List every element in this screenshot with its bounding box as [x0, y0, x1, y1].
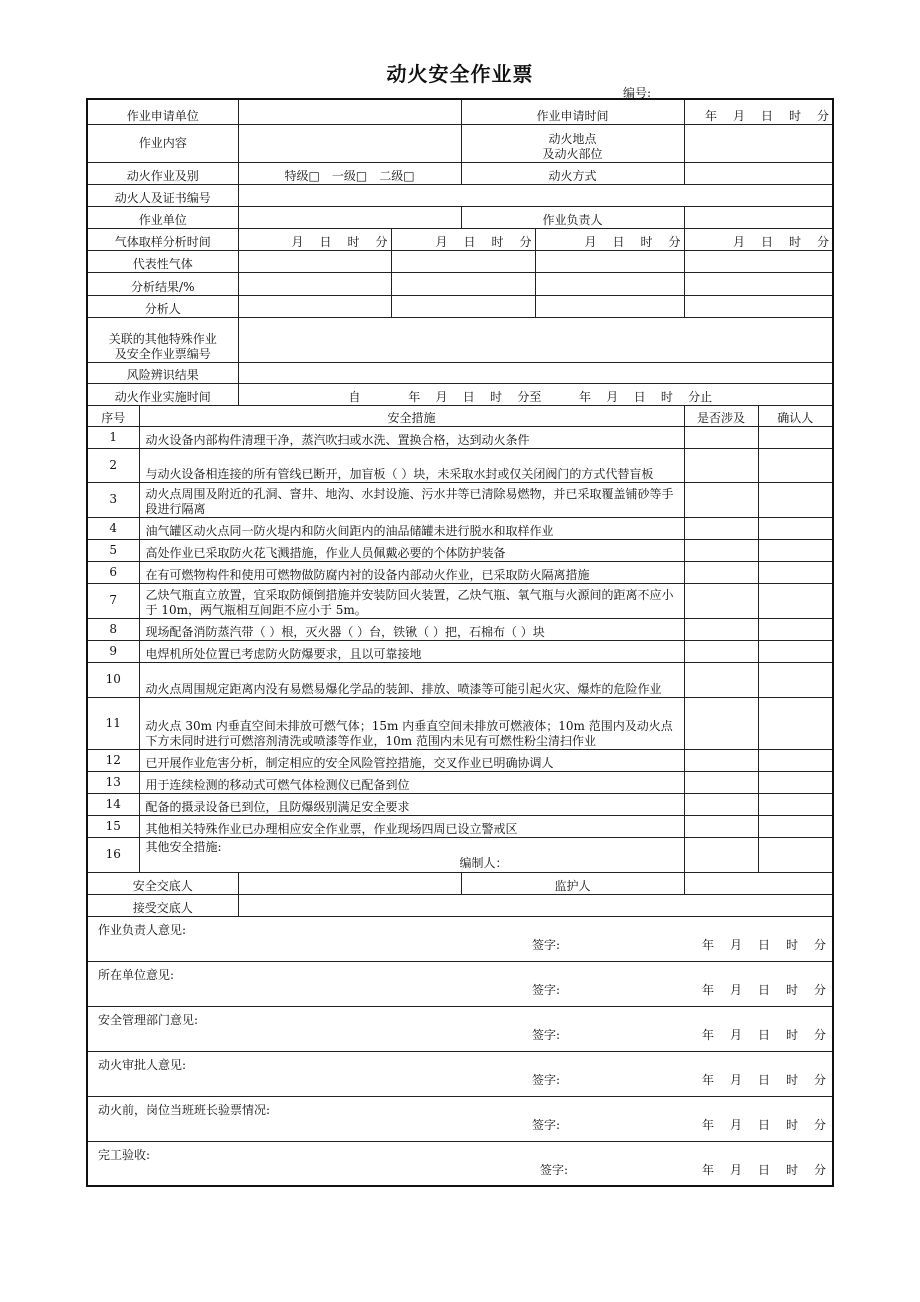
unit-hour: 时: [786, 1162, 799, 1177]
measure-no: 14: [87, 793, 139, 815]
row-content: [87, 124, 833, 162]
measure-row: [87, 539, 833, 561]
unit-day: 日: [633, 389, 646, 404]
measure-confirm[interactable]: [758, 426, 833, 448]
measure-no: 7: [87, 583, 139, 618]
header-involved: 是否涉及: [684, 405, 758, 426]
unit-year: 年: [702, 1162, 715, 1177]
measure-involved[interactable]: [684, 640, 758, 662]
value-work-leader[interactable]: [684, 206, 833, 228]
unit-day: 日: [758, 1117, 771, 1132]
unit-month: 月: [733, 108, 746, 123]
opinion-row: [87, 1051, 833, 1096]
label-safety-discloser: 安全交底人: [87, 872, 238, 894]
unit-day: 日: [761, 234, 774, 249]
label-apply-unit: 作业申请单位: [87, 99, 238, 124]
sign-label: 签字:: [539, 1162, 569, 1177]
measure-no: 12: [87, 749, 139, 771]
measure-no: 11: [87, 697, 139, 749]
unit-month: 月: [733, 234, 746, 249]
unit-hour: 时: [660, 389, 673, 404]
header-no: 序号: [87, 405, 139, 426]
value-apply-unit[interactable]: [238, 99, 461, 124]
measure-text: [139, 837, 684, 872]
measure-confirm[interactable]: [758, 640, 833, 662]
measure-confirm[interactable]: [758, 837, 833, 872]
measure-row: [87, 426, 833, 448]
value-gas-result-2[interactable]: [391, 272, 535, 295]
measure-other-label: 其他安全措施:: [145, 839, 222, 854]
measure-row: [87, 771, 833, 793]
label-location: [461, 124, 684, 162]
opinion-approver[interactable]: [87, 1051, 833, 1096]
unit-day: 日: [463, 234, 476, 249]
measure-text: 配备的摄录设备已到位，且防爆级别满足安全要求: [139, 793, 684, 815]
measure-text: 动火点 30m 内垂直空间未排放可燃气体；15m 内垂直空间未排放可燃液体；10m 范围内及动火点下方未同时进行可燃溶剂清洗或喷漆等作业，10m 范围内未见有可燃性粉尘清扫作业: [139, 697, 684, 749]
measure-row: [87, 448, 833, 482]
unit-month: 月: [730, 937, 743, 952]
measure-confirm[interactable]: [758, 583, 833, 618]
measure-text: 动火点周围规定距离内没有易燃易爆化学品的装卸、排放、喷漆等可能引起火灾、爆炸的危险作业: [139, 662, 684, 697]
value-work-content[interactable]: [238, 124, 461, 162]
value-work-unit[interactable]: [238, 206, 461, 228]
measure-involved[interactable]: [684, 482, 758, 517]
opinion-label: 动火审批人意见:: [98, 1057, 187, 1072]
unit-day: 日: [758, 1027, 771, 1042]
value-location[interactable]: [684, 124, 833, 162]
row-apply: [87, 99, 833, 124]
opinion-label: 完工验收:: [98, 1147, 151, 1162]
value-apply-time[interactable]: [684, 99, 833, 124]
sign-label: 签字:: [531, 1072, 561, 1087]
unit-month: 月: [435, 389, 448, 404]
label-work-content: 作业内容: [87, 124, 238, 162]
unit-year: 年: [702, 1027, 715, 1042]
value-gas-result-1[interactable]: [238, 272, 391, 295]
unit-month: 月: [730, 1072, 743, 1087]
row-gas-result: [87, 272, 833, 295]
unit-minute: 分: [814, 1027, 827, 1042]
form-title: 动火安全作业票: [386, 62, 534, 86]
label-location-line2: 及动火部位: [542, 146, 603, 161]
unit-day: 日: [612, 234, 625, 249]
measure-row: [87, 815, 833, 837]
impl-to: 至: [529, 389, 542, 404]
measure-no: 4: [87, 517, 139, 539]
unit-hour: 时: [347, 234, 360, 249]
opinion-row: [87, 1141, 833, 1186]
label-fire-person: 动火人及证书编号: [87, 184, 238, 206]
unit-month: 月: [435, 234, 448, 249]
row-work-unit: [87, 206, 833, 228]
measure-involved[interactable]: [684, 583, 758, 618]
measure-involved[interactable]: [684, 837, 758, 872]
sign-label: 签字:: [531, 1027, 561, 1042]
unit-month: 月: [730, 982, 743, 997]
value-gas-rep-1[interactable]: [238, 250, 391, 272]
value-fire-person[interactable]: [238, 184, 833, 206]
value-impl-time[interactable]: [238, 383, 833, 405]
measure-row: [87, 749, 833, 771]
unit-minute: 分: [817, 234, 830, 249]
label-receiver: 接受交底人: [87, 894, 238, 916]
measure-involved[interactable]: [684, 749, 758, 771]
unit-minute: 分: [668, 234, 681, 249]
value-analyst-1[interactable]: [238, 295, 391, 317]
unit-year: 年: [702, 982, 715, 997]
unit-hour: 时: [789, 234, 802, 249]
label-related-line2: 及安全作业票编号: [114, 346, 211, 361]
unit-day: 日: [758, 937, 771, 952]
opinion-shift-leader[interactable]: [87, 1096, 833, 1141]
label-apply-time: 作业申请时间: [461, 99, 684, 124]
opinion-label: 所在单位意见:: [98, 967, 175, 982]
checkbox-level-one[interactable]: 一级□: [331, 168, 368, 183]
unit-minute: 分: [519, 234, 532, 249]
measure-confirm[interactable]: [758, 618, 833, 640]
measure-no: 9: [87, 640, 139, 662]
unit-minute: 分: [517, 389, 530, 404]
sign-label: 签字:: [531, 982, 561, 997]
measure-row: [87, 618, 833, 640]
unit-hour: 时: [786, 1072, 799, 1087]
measure-confirm[interactable]: [758, 517, 833, 539]
row-level: [87, 162, 833, 184]
compiler-label: 编制人：: [459, 855, 508, 870]
unit-day: 日: [761, 108, 774, 123]
opinion-label: 作业负责人意见:: [98, 922, 187, 937]
value-risk-result[interactable]: [238, 362, 833, 383]
label-gas-time: 气体取样分析时间: [87, 228, 238, 250]
row-gas-time: [87, 228, 833, 250]
label-work-unit: 作业单位: [87, 206, 238, 228]
unit-month: 月: [606, 389, 619, 404]
impl-end: 止: [700, 389, 713, 404]
label-analysis-result: 分析结果/%: [87, 272, 238, 295]
unit-hour: 时: [786, 982, 799, 997]
unit-year: 年: [702, 937, 715, 952]
unit-minute: 分: [817, 108, 830, 123]
measure-no: 6: [87, 561, 139, 583]
opinion-completion[interactable]: [87, 1141, 833, 1186]
measure-involved[interactable]: [684, 561, 758, 583]
value-analyst-3[interactable]: [535, 295, 684, 317]
unit-day: 日: [319, 234, 332, 249]
unit-minute: 分: [814, 1162, 827, 1177]
opinion-row: [87, 961, 833, 1006]
measure-no: 5: [87, 539, 139, 561]
measure-involved[interactable]: [684, 426, 758, 448]
measure-confirm[interactable]: [758, 793, 833, 815]
measure-involved[interactable]: [684, 793, 758, 815]
unit-month: 月: [730, 1162, 743, 1177]
value-safety-discloser[interactable]: [238, 872, 461, 894]
value-gas-time-1[interactable]: [238, 228, 391, 250]
measures-header-row: [87, 405, 833, 426]
measure-confirm[interactable]: [758, 815, 833, 837]
measure-involved[interactable]: [684, 539, 758, 561]
measure-confirm[interactable]: [758, 482, 833, 517]
unit-year: 年: [702, 1072, 715, 1087]
measure-no: 15: [87, 815, 139, 837]
label-representative-gas: 代表性气体: [87, 250, 238, 272]
value-gas-result-3[interactable]: [535, 272, 684, 295]
measure-no: 10: [87, 662, 139, 697]
measure-text: 高处作业已采取防火花飞溅措施，作业人员佩戴必要的个体防护装备: [139, 539, 684, 561]
value-analyst-2[interactable]: [391, 295, 535, 317]
measure-confirm[interactable]: [758, 749, 833, 771]
value-gas-time-2[interactable]: [391, 228, 535, 250]
label-risk-result: 风险辨识结果: [87, 362, 238, 383]
checkbox-level-two[interactable]: 二级□: [379, 168, 415, 183]
label-analyst: 分析人: [87, 295, 238, 317]
value-related-permits[interactable]: [238, 317, 833, 362]
measure-row: [87, 697, 833, 749]
row-impl-time: [87, 383, 833, 405]
measure-confirm[interactable]: [758, 539, 833, 561]
unit-day: 日: [758, 1072, 771, 1087]
value-gas-time-3[interactable]: [535, 228, 684, 250]
opinion-label: 安全管理部门意见:: [98, 1012, 199, 1027]
unit-hour: 时: [786, 937, 799, 952]
measure-no: 13: [87, 771, 139, 793]
unit-hour: 时: [789, 108, 802, 123]
measure-involved[interactable]: [684, 448, 758, 482]
unit-day: 日: [462, 389, 475, 404]
measure-text: 电焊机所处位置已考虑防火防爆要求，且以可靠接地: [139, 640, 684, 662]
label-work-leader: 作业负责人: [461, 206, 684, 228]
measure-text: 用于连续检测的移动式可燃气体检测仪已配备到位: [139, 771, 684, 793]
unit-hour: 时: [491, 234, 504, 249]
measure-text: 现场配备消防蒸汽带（ ）根，灭火器（ ）台，铁锹（ ）把，石棉布（ ）块: [139, 618, 684, 640]
row-person: [87, 184, 833, 206]
value-gas-rep-4[interactable]: [684, 250, 833, 272]
measure-row: [87, 482, 833, 517]
measure-involved[interactable]: [684, 618, 758, 640]
label-related-permits: [87, 317, 238, 362]
value-gas-time-4[interactable]: [684, 228, 833, 250]
sign-label: 签字:: [531, 1117, 561, 1132]
value-gas-result-4[interactable]: [684, 272, 833, 295]
serial-number-label: 编号:: [623, 86, 652, 100]
impl-from: 自: [348, 389, 361, 404]
measure-involved[interactable]: [684, 815, 758, 837]
measure-text: 油气罐区动火点同一防火堤内和防火间距内的油品储罐未进行脱水和取样作业: [139, 517, 684, 539]
measure-row: [87, 662, 833, 697]
measure-text: 动火设备内部构件清理干净，蒸汽吹扫或水洗、置换合格，达到动火条件: [139, 426, 684, 448]
header-confirm: 确认人: [758, 405, 833, 426]
label-fire-method: 动火方式: [461, 162, 684, 184]
measure-no: 16: [87, 837, 139, 872]
header-measure: 安全措施: [139, 405, 684, 426]
permit-form-table: [86, 98, 834, 1187]
unit-minute: 分: [814, 937, 827, 952]
value-gas-rep-3[interactable]: [535, 250, 684, 272]
label-location-line1: 动火地点: [548, 131, 597, 146]
unit-month: 月: [584, 234, 597, 249]
row-gas-rep: [87, 250, 833, 272]
label-related-line1: 关联的其他特殊作业: [108, 331, 217, 346]
unit-day: 日: [758, 982, 771, 997]
measure-involved[interactable]: [684, 662, 758, 697]
measure-involved[interactable]: [684, 697, 758, 749]
measure-no: 8: [87, 618, 139, 640]
measure-confirm[interactable]: [758, 697, 833, 749]
unit-year: 年: [408, 389, 421, 404]
measure-row: [87, 561, 833, 583]
row-related: [87, 317, 833, 362]
opinion-safety-dept[interactable]: [87, 1006, 833, 1051]
unit-month: 月: [291, 234, 304, 249]
measure-involved[interactable]: [684, 517, 758, 539]
row-handover: [87, 872, 833, 894]
label-impl-time: 动火作业实施时间: [87, 383, 238, 405]
unit-year: 年: [705, 108, 718, 123]
measure-confirm[interactable]: [758, 662, 833, 697]
measure-row: [87, 640, 833, 662]
unit-hour: 时: [786, 1117, 799, 1132]
measure-text: 在有可燃物构件和使用可燃物做防腐内衬的设备内部动火作业，已采取防火隔离措施: [139, 561, 684, 583]
unit-year: 年: [579, 389, 592, 404]
opinion-row: [87, 916, 833, 961]
measure-text: 动火点周围及附近的孔洞、窨井、地沟、水封设施、污水井等已清除易燃物，并已采取覆盖铺砂等手段进行隔离: [139, 482, 684, 517]
label-fire-level: 动火作业及别: [87, 162, 238, 184]
unit-minute: 分: [814, 1072, 827, 1087]
measure-row: [87, 793, 833, 815]
unit-minute: 分: [688, 389, 701, 404]
unit-month: 月: [730, 1027, 743, 1042]
opinion-unit[interactable]: [87, 961, 833, 1006]
value-analyst-4[interactable]: [684, 295, 833, 317]
unit-minute: 分: [375, 234, 388, 249]
unit-day: 日: [758, 1162, 771, 1177]
label-guardian: 监护人: [461, 872, 684, 894]
value-fire-level[interactable]: [238, 162, 461, 184]
unit-hour: 时: [490, 389, 503, 404]
measure-text: 与动火设备相连接的所有管线已断开，加盲板（ ）块，未采取水封或仅关闭阀门的方式代替盲板: [139, 448, 684, 482]
row-risk: [87, 362, 833, 383]
measure-confirm[interactable]: [758, 448, 833, 482]
unit-hour: 时: [786, 1027, 799, 1042]
sign-label: 签字:: [531, 937, 561, 952]
unit-year: 年: [702, 1117, 715, 1132]
row-analyst: [87, 295, 833, 317]
value-gas-rep-2[interactable]: [391, 250, 535, 272]
measure-row: [87, 837, 833, 872]
unit-minute: 分: [814, 982, 827, 997]
measure-text: 其他相关特殊作业已办理相应安全作业票，作业现场四周已设立警戒区: [139, 815, 684, 837]
measure-no: 3: [87, 482, 139, 517]
row-receiver: [87, 894, 833, 916]
checkbox-level-special[interactable]: 特级□: [284, 168, 320, 183]
unit-month: 月: [730, 1117, 743, 1132]
measure-row: [87, 583, 833, 618]
value-guardian[interactable]: [684, 872, 833, 894]
value-receiver[interactable]: [238, 894, 833, 916]
opinion-row: [87, 1006, 833, 1051]
measure-text: 乙炔气瓶直立放置，宜采取防倾倒措施并安装防回火装置，乙炔气瓶、氧气瓶与火源间的距离不应小于 10m，两气瓶相互间距不应小于 5m。: [139, 583, 684, 618]
measure-confirm[interactable]: [758, 561, 833, 583]
value-fire-method[interactable]: [684, 162, 833, 184]
measure-text: 已开展作业危害分析，制定相应的安全风险管控措施，交叉作业已明确协调人: [139, 749, 684, 771]
measure-row: [87, 517, 833, 539]
measure-involved[interactable]: [684, 771, 758, 793]
opinion-row: [87, 1096, 833, 1141]
measure-no: 1: [87, 426, 139, 448]
unit-hour: 时: [640, 234, 653, 249]
measure-no: 2: [87, 448, 139, 482]
measure-confirm[interactable]: [758, 771, 833, 793]
opinion-label: 动火前，岗位当班班长验票情况:: [98, 1102, 271, 1117]
opinion-leader[interactable]: [87, 916, 833, 961]
unit-minute: 分: [814, 1117, 827, 1132]
